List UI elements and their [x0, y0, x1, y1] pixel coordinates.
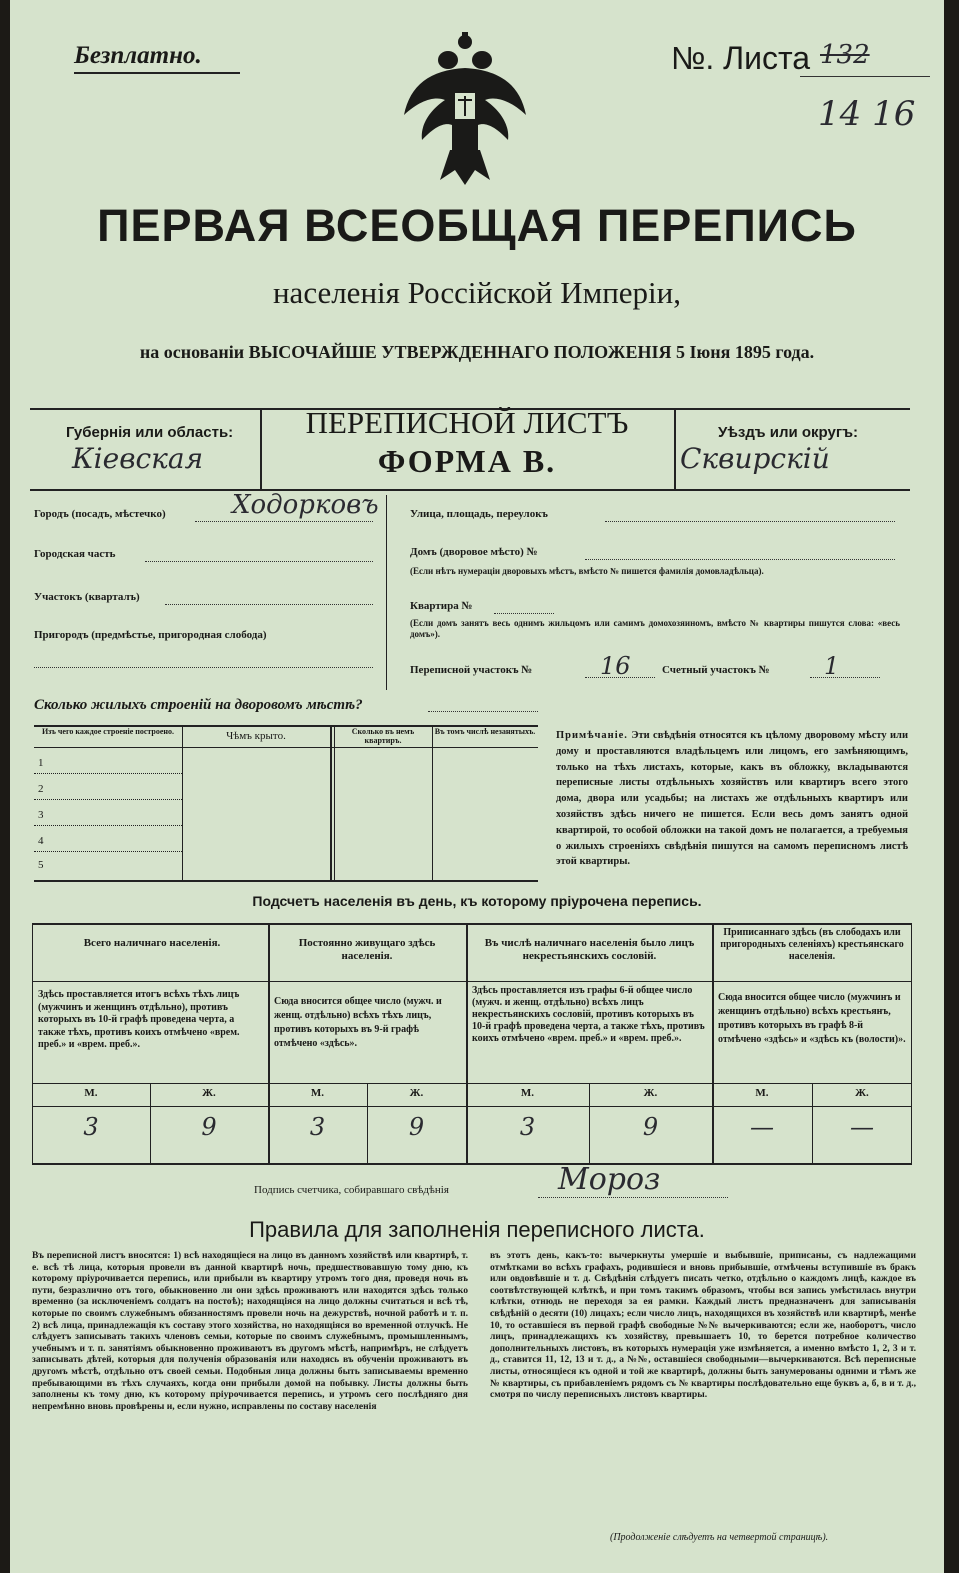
buildings-question-line: [428, 711, 538, 712]
rules-title: Правила для заполненія переписного листа.: [249, 1217, 705, 1242]
census-section-label: Переписной участокъ №: [410, 664, 533, 676]
rules-continued: (Продолженіе слѣдуетъ на четвертой страницѣ).: [610, 1532, 829, 1543]
buildings-header-material: Изъ чего каждое строеніе построено.: [41, 727, 175, 736]
province-label: Губернія или область:: [66, 424, 234, 441]
census-section-value: 16: [600, 652, 631, 680]
address-divider: [386, 495, 387, 690]
street-label: Улица, площадь, переулокъ: [410, 508, 548, 520]
pop-value: 3: [309, 1113, 326, 1141]
rules-left-column: Въ переписной листъ вносятся: 1) всѣ находящіеся на лицо въ данномъ хозяйствѣ или квартирѣ, т. е. всѣ тѣ лица, которыя провели въ данной квартирѣ ночь, предшествовавшую тому дню, къ которому пріурочивается перепись, или прибыли въ квартиру утромъ того дня, проведя ночь въ пути, безразлично отъ того, обыкновенно ли они здѣсь проживаютъ или находятся здѣсь только временно (за исключеніемъ солдатъ на постоѣ); находящіяся на лицо должны считаться и всѣ тѣ, которые по своимъ служебнымъ обязанностямъ провели ночь на дежурствѣ, ночной работѣ и т. п. 2) всѣ лица, принадлежащія къ составу этого хозяйства, но находящіяся во временной отлучкѣ. Не слѣдуетъ записывать такихъ членовъ семьи, которые по своимъ служебнымъ, промышленнымъ, учебнымъ и т. п. занятіямъ обыкновенно проживаютъ въ другомъ мѣстѣ, напримѣръ, не слѣдуетъ записывать дѣтей, которыя для полученія образованія или находясь въ обученіи проживаютъ въ другомъ мѣстѣ, отдѣльно отъ своей семьи. Подобныя лица должны быть записываемы временно пребывающими въ тѣхъ случаяхъ, когда они прибыли домой на побывку. Листы должны быть заполнены къ тому дню, къ которому пріурочивается перепись, и утромъ сего послѣдняго дня непремѣнно вновь провѣрены и, если нужно, исправлены по составу населенія: [32, 1250, 468, 1412]
free-label: Безплатно.: [74, 42, 202, 69]
buildings-row-number: 1: [38, 757, 44, 769]
legal-basis: на основаніи ВЫСОЧАЙШЕ УТВЕРЖДЕННАГО ПОЛОЖЕНІЯ 5 Іюня 1895 года.: [139, 342, 815, 362]
pop-female-header: Ж.: [855, 1087, 869, 1099]
pop-col4-desc: Сюда вносится общее число (мужчинъ и женщинъ отдѣльно) всѣхъ крестьянъ, противъ которыхъ въ графѣ 8-й отмѣчено «здѣсь» и «здѣсь къ (волости)».: [718, 992, 906, 1045]
city-part-line: [145, 561, 373, 562]
pop-col1-desc: Здѣсь проставляется итогъ всѣхъ тѣхъ лицъ (мужчинъ и женщинъ отдѣльно), противъ которыхъ въ 10-й графѣ проведена черта, а также тѣхъ, противъ коихъ отмѣчено «врем. преб.» и «врем. преб.».: [38, 989, 240, 1050]
precinct-line: [165, 604, 373, 605]
formbox-divider-right: [674, 408, 676, 489]
pop-value: 9: [642, 1113, 659, 1141]
page-subtitle: населенія Россійской Имперіи,: [272, 275, 682, 310]
form-name: ФОРМА В.: [377, 443, 557, 479]
buildings-row-number: 2: [38, 783, 44, 795]
signature-value: Мороз: [558, 1162, 661, 1197]
street-line: [605, 521, 895, 522]
note-text: Эти свѣдѣнія относятся къ цѣлому дворовому мѣсту или дому и проставляются владѣльцемъ или лицомъ, его замѣняющимъ, только на тѣхъ листахъ, которые, какъ въ обложку, вкладываются переписные листы отдѣльныхъ хозяйствъ или квартиръ всего этого дома, двора или усадьбы; на листахъ же отдѣльныхъ квартиръ или хозяйствъ здѣсь ничего не пишется. Если весь домъ занятъ одной квартирой, то особой обложки на такой домъ не полагается, а требуемыя о жилыхъ строеніяхъ свѣдѣнія пишутся на самомъ переписномъ листѣ этой квартиры.: [556, 730, 909, 868]
population-table: [32, 923, 912, 1163]
house-note: (Если нѣтъ нумераціи дворовыхъ мѣстъ, вмѣсто № пишется фамилія домовладѣльца).: [410, 566, 764, 576]
district-label: Уѣздъ или округъ:: [718, 424, 859, 441]
town-value: Ходорковъ: [232, 490, 379, 520]
pop-male-header: М.: [520, 1087, 535, 1099]
buildings-table: [34, 725, 538, 880]
suburb-line: [34, 667, 373, 668]
sheet-title: ПЕРЕПИСНОЙ ЛИСТЪ: [305, 405, 629, 440]
town-label: Городъ (посадъ, мѣстечко): [34, 508, 166, 520]
census-sheet: [10, 0, 944, 1573]
buildings-header-vacant: Въ томъ числѣ незанятыхъ.: [434, 727, 536, 736]
count-section-line: [810, 677, 880, 678]
pop-male-header: М.: [755, 1087, 769, 1099]
pop-col2-title: Постоянно живущаго здѣсь населенія.: [298, 937, 436, 962]
precinct-label: Участокъ (кварталъ): [34, 591, 140, 603]
pop-male-header: М.: [84, 1087, 98, 1099]
pop-value: —: [850, 1113, 874, 1141]
sheet-number-handwritten: 14 16: [818, 94, 916, 134]
pop-col4-title: Приписаннаго здѣсь (въ слободахъ или пригородныхъ селеніяхъ) крестьянскаго населенія.: [720, 927, 904, 962]
signature-label: Подпись счетчика, собиравшаго свѣдѣнія: [254, 1184, 449, 1196]
buildings-header-apartments: Сколько въ немъ квартиръ.: [351, 727, 415, 745]
population-heading: Подсчетъ населенія въ день, къ которому пріурочена перепись.: [252, 893, 702, 909]
pop-value: 3: [83, 1113, 99, 1141]
apartment-note: (Если домъ занятъ весь однимъ жильцомъ или самимъ домохозяиномъ, вмѣсто № квартиры пишутся слова: «весь домъ»).: [410, 618, 900, 639]
buildings-note: [556, 728, 908, 870]
buildings-row-number: 5: [38, 859, 44, 871]
pop-female-header: Ж.: [409, 1087, 424, 1099]
imperial-eagle-emblem-icon: [400, 30, 530, 190]
pop-male-header: М.: [310, 1087, 325, 1099]
pop-col3-desc: Здѣсь проставляется изъ графы 6-й общее число (мужч. и женщ. отдѣльно) всѣхъ лицъ некрестьянскихъ сословій, противъ которыхъ въ 10-й графѣ проведена черта, а также тѣхъ, противъ коихъ отмѣчено «врем. преб.» и «врем. преб.».: [472, 985, 705, 1044]
city-part-label: Городская часть: [34, 548, 116, 560]
district-value: Сквирскій: [680, 442, 830, 475]
sheet-number-label: №. Листа: [671, 40, 811, 76]
signature-line: [538, 1197, 728, 1198]
house-label: Домъ (дворовое мѣсто) №: [410, 546, 538, 558]
pop-female-header: Ж.: [202, 1087, 216, 1099]
count-section-label: Счетный участокъ №: [662, 664, 770, 676]
pop-value: —: [750, 1113, 774, 1141]
pop-value: 3: [519, 1113, 536, 1141]
house-line: [585, 559, 895, 560]
buildings-header-roof: Чѣмъ крыто.: [226, 730, 286, 742]
buildings-row-number: 4: [38, 835, 44, 847]
pop-col1-title: Всего наличнаго населенія.: [83, 937, 221, 949]
suburb-label: Пригородъ (предмѣстье, пригородная слобода): [34, 629, 267, 641]
page-title: ПЕРВАЯ ВСЕОБЩАЯ ПЕРЕПИСЬ: [97, 200, 857, 251]
formbox-bottom-rule: [30, 489, 910, 491]
pop-value: 9: [201, 1113, 217, 1141]
buildings-row-number: 3: [38, 809, 44, 821]
town-line: [195, 521, 373, 522]
province-value: Кіевская: [72, 442, 204, 475]
buildings-question: Сколько жилыхъ строеній на дворовомъ мѣстѣ?: [34, 697, 363, 713]
sheet-number-underline: [800, 76, 930, 77]
count-section-value: 1: [824, 652, 840, 680]
pop-col2-desc: Сюда вносится общее число (мужч. и женщ. отдѣльно) всѣхъ тѣхъ лицъ, противъ которыхъ въ 9-й графѣ отмѣчено «здѣсь».: [274, 996, 442, 1049]
rules-right-column: въ этотъ день, какъ-то: вычеркнуты умершіе и выбывшіе, приписаны, съ надлежащими отмѣтками во всѣхъ графахъ, родившіеся и вновь прибывшіе, отмѣчены вступившіе въ бракъ или овдовѣвшіе и т. д. Свѣдѣнія слѣдуетъ писать четко, отдѣльно о каждомъ лицѣ, каждое въ соотвѣтствующей клѣткѣ, и при томъ такимъ образомъ, чтобы вся запись умѣстилась внутри клѣтки, отнюдь не переходя за ея рамки. Каждый листъ предназначенъ для записыванія свѣдѣній о десяти (10) лицахъ; если число лицъ, находящихся въ хозяйствѣ или квартирѣ, менѣе 10, то оставшіеся въ первой графѣ свободные №№ вычеркиваются; если же, наоборотъ, число лицъ, принадлежащихъ къ хозяйству, превышаетъ 10, то берется потребное количество дополнительныхъ листовъ, въ которыхъ нумерація уже измѣняется, а именно вмѣсто 1, 2, 3 и т. д., ставится 11, 12, 13 и т. д., а №№, оставшіеся свободными—вычеркиваются. Всѣ переписные листы, относящіеся къ одной и той же квартирѣ, должны быть занумерованы одними и тѣмъ же № квартиры, съ прибавленіемъ рядомъ съ № квартиры послѣдовательно еще буквъ а, б, в и т. д., смотря по числу переписныхъ листовъ квартиры.: [490, 1250, 916, 1401]
apartment-line: [494, 613, 554, 614]
sheet-number-struck: 132: [820, 40, 870, 70]
apartment-label: Квартира №: [410, 600, 473, 612]
note-heading: Примѣчаніе.: [556, 730, 628, 741]
pop-value: 9: [408, 1113, 425, 1141]
free-underline: [74, 72, 240, 74]
pop-female-header: Ж.: [643, 1087, 658, 1099]
pop-col3-title: Въ числѣ наличнаго населенія было лицъ некрестьянскихъ сословій.: [484, 937, 695, 962]
